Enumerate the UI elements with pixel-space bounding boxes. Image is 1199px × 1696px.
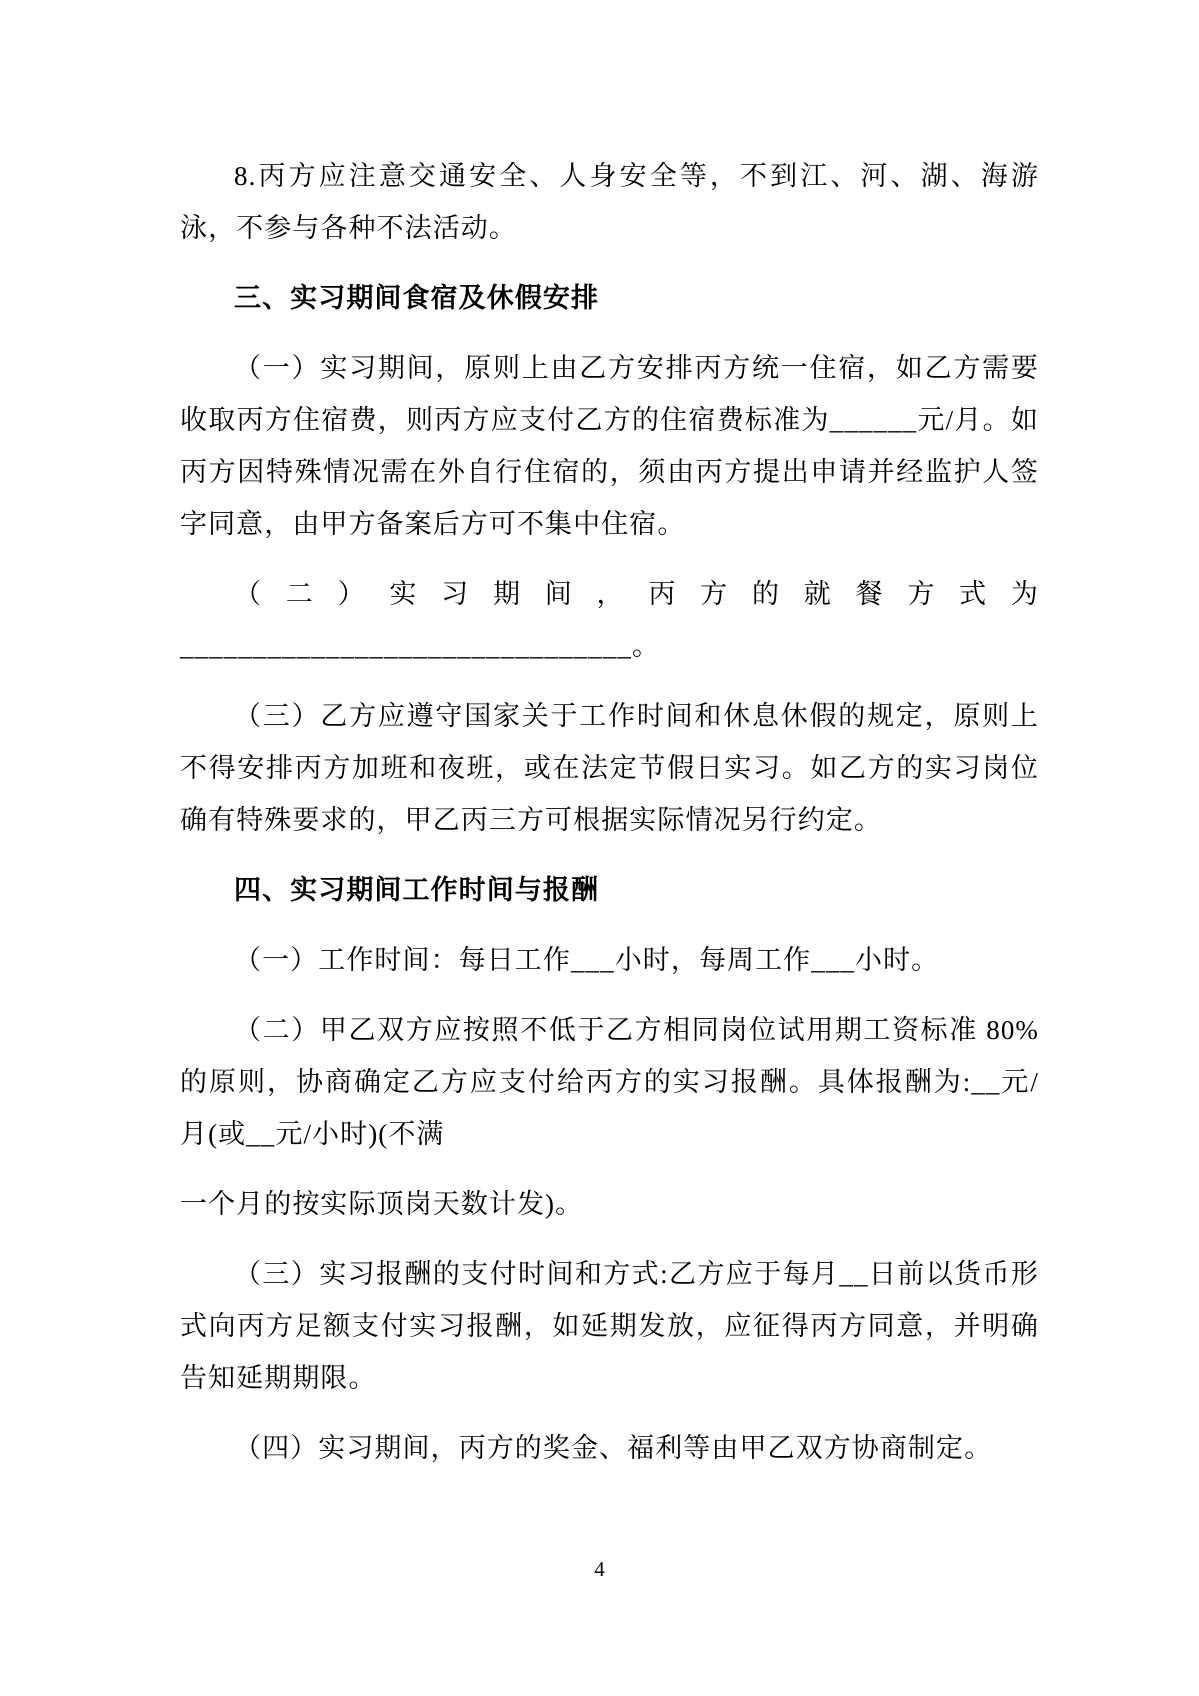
paragraph-rest-holidays: （三）乙方应遵守国家关于工作时间和休息休假的规定，原则上不得安排丙方加班和夜班，或在法定节假日实习。如乙方的实习岗位确有特殊要求的，甲乙丙三方可根据实际情况另行约定。	[180, 701, 1039, 835]
paragraph-pay-standard: （二）甲乙双方应按照不低于乙方相同岗位试用期工资标准 80%的原则，协商确定乙方应支付给丙方的实习报酬。具体报酬为:__元/月(或__元/小时)(不满	[180, 1015, 1039, 1149]
paragraph-working-hours: （一）工作时间：每日工作___小时，每周工作___小时。	[234, 945, 940, 975]
page-number: 4	[594, 1557, 605, 1581]
paragraph-lodging: （一）实习期间，原则上由乙方安排丙方统一住宿，如乙方需要收取丙方住宿费，则丙方应支付乙方的住宿费标准为______元/月。如丙方因特殊情况需在外自行住宿的，须由丙方提出申请并经监护人签字同意，由甲方备案后方可不集中住宿。	[180, 353, 1039, 539]
section-heading-four: 四、实习期间工作时间与报酬	[234, 875, 600, 905]
paragraph-pay-schedule: （三）实习报酬的支付时间和方式:乙方应于每月__日前以货币形式向丙方足额支付实习报酬，如延期发放，应征得丙方同意，并明确告知延期期限。	[180, 1259, 1039, 1393]
paragraph-pay-standard-continuation: 一个月的按实际顶岗天数计发)。	[180, 1189, 584, 1219]
paragraph-safety-clause-8: 8.丙方应注意交通安全、人身安全等，不到江、河、湖、海游泳，不参与各种不法活动。	[180, 161, 1039, 243]
section-heading-three: 三、实习期间食宿及休假安排	[234, 283, 600, 313]
paragraph-meals: （二）实习期间，丙方的就餐方式为_______________________________。	[180, 579, 1039, 661]
paragraph-bonus-welfare: （四）实习期间，丙方的奖金、福利等由甲乙双方协商制定。	[234, 1433, 993, 1463]
